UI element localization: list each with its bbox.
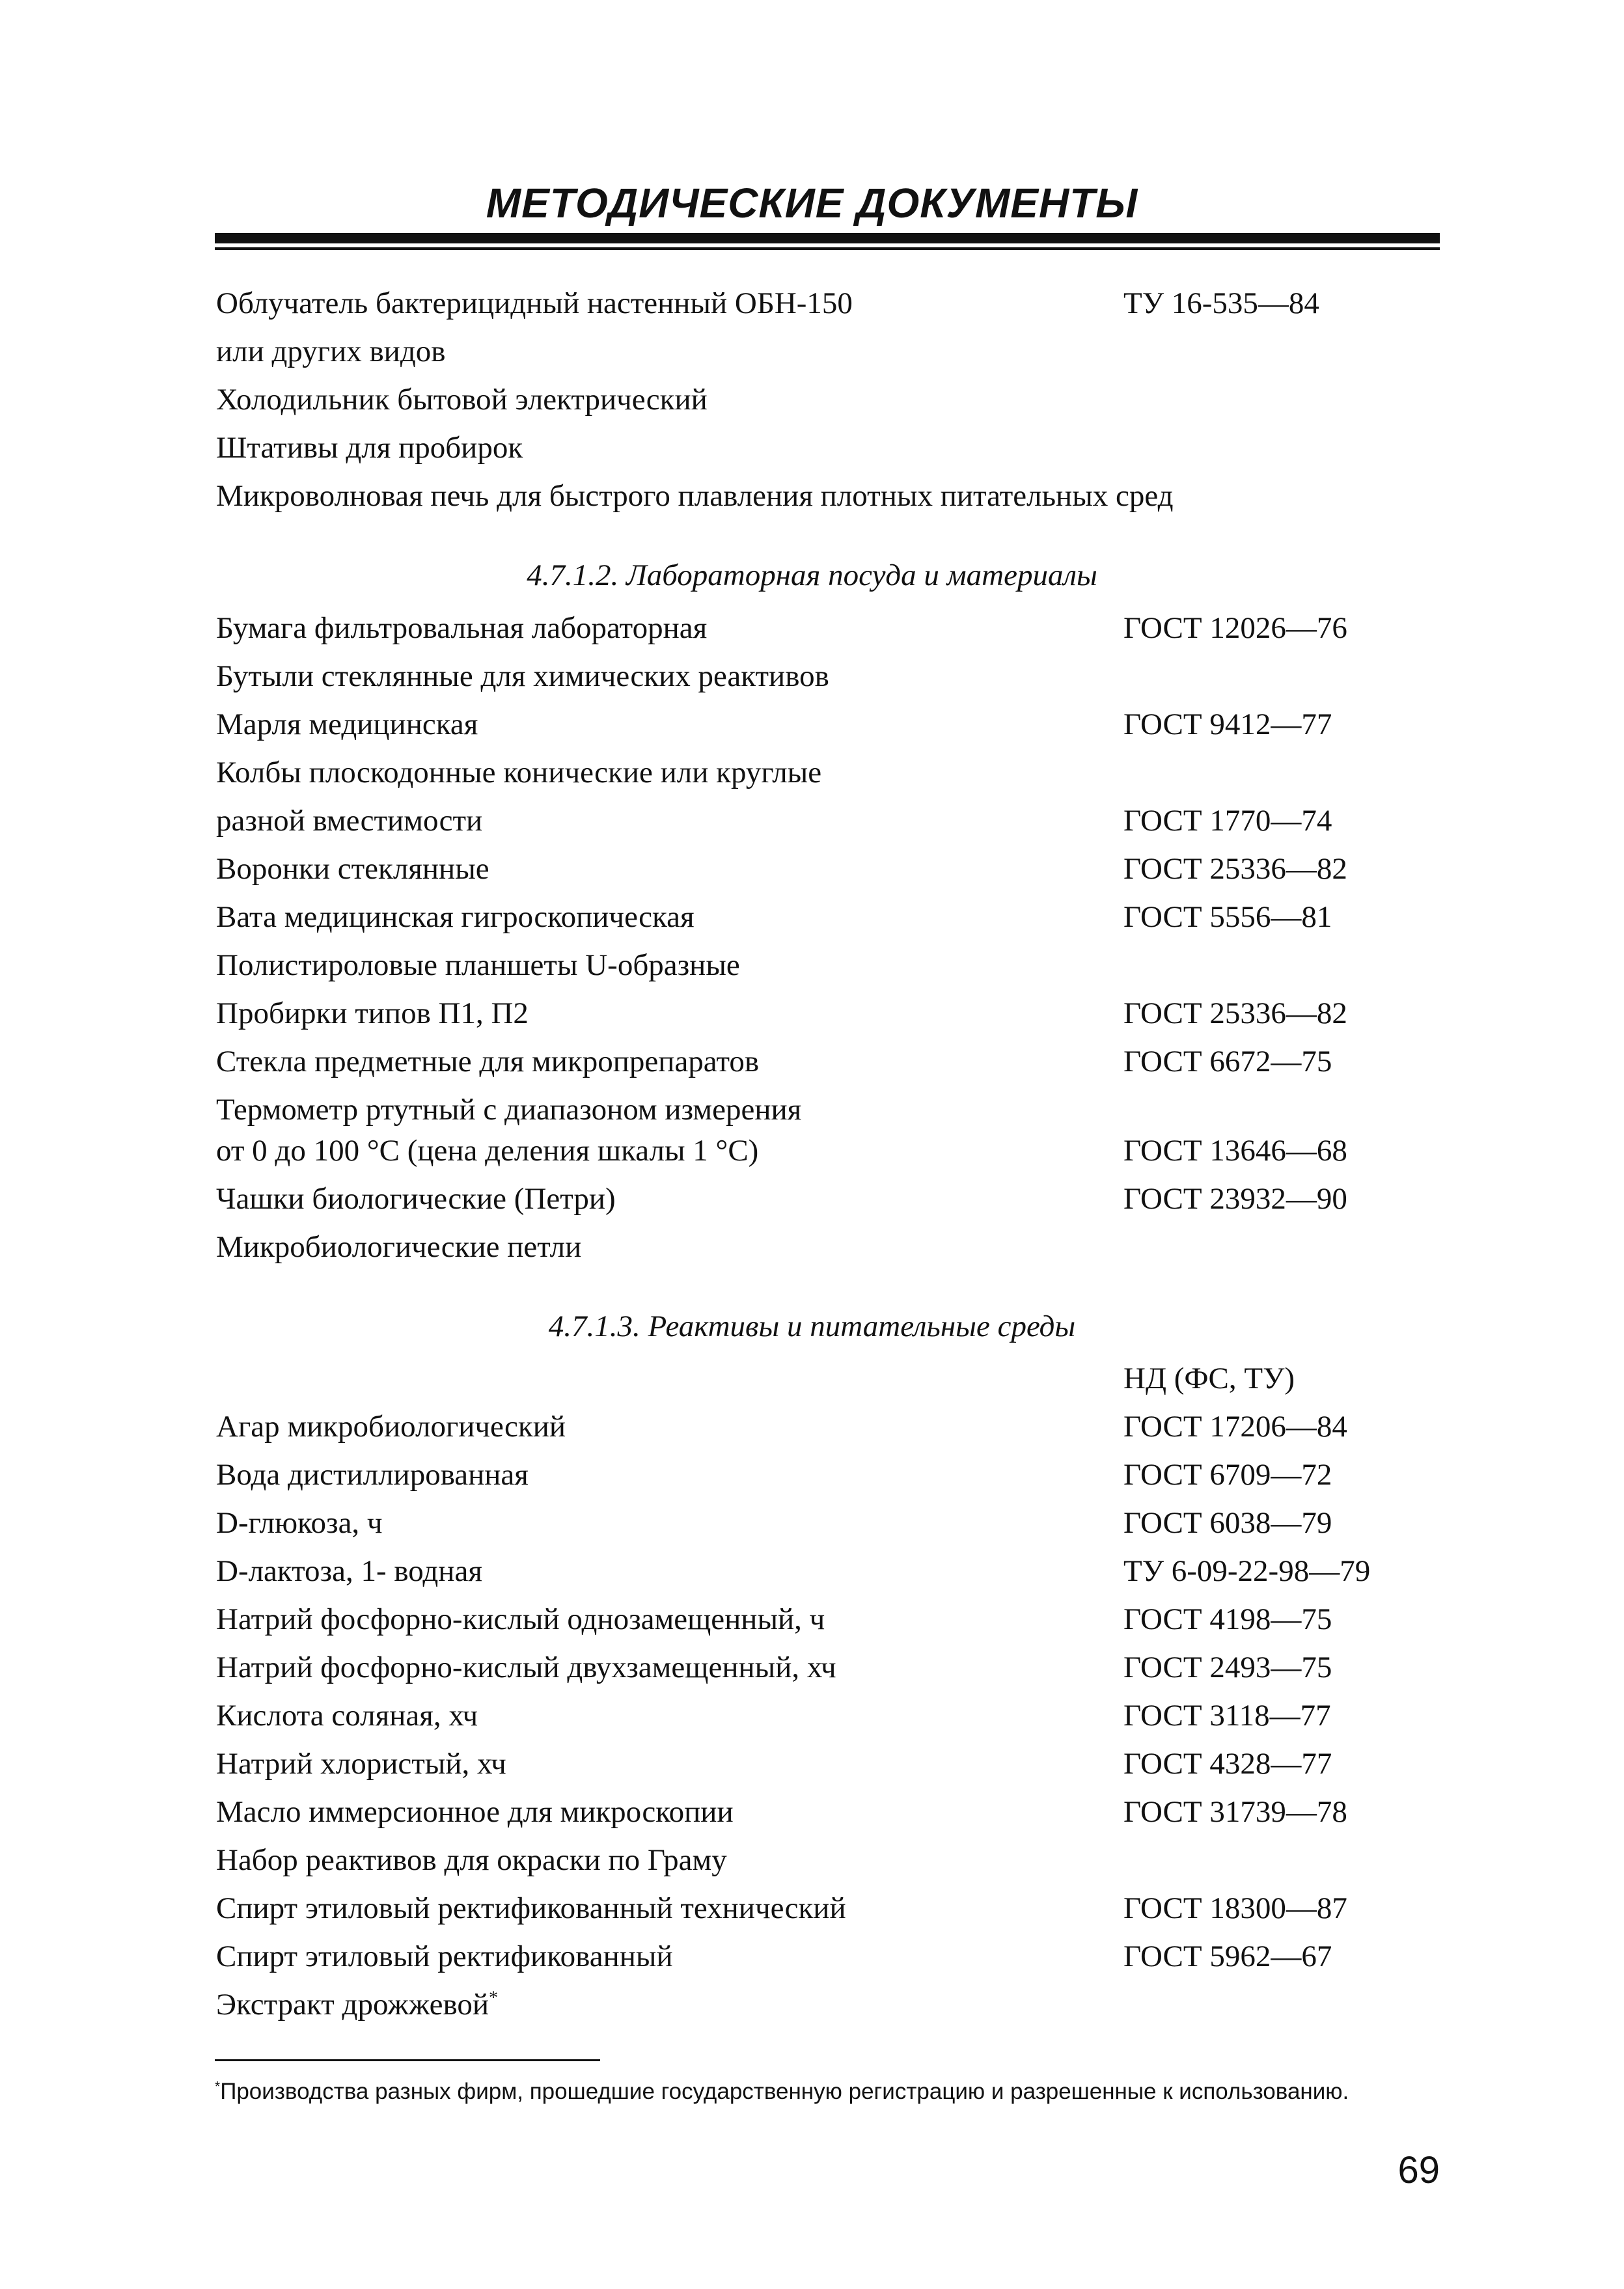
list-item-standard: ГОСТ 2493—75 bbox=[1123, 1651, 1332, 1684]
list-item-standard: ГОСТ 12026—76 bbox=[1123, 611, 1347, 645]
list-item-name: Штативы для пробирок bbox=[216, 431, 523, 465]
page-header-title: МЕТОДИЧЕСКИЕ ДОКУМЕНТЫ bbox=[486, 180, 1138, 226]
list-item-name: Чашки биологические (Петри) bbox=[216, 1182, 616, 1216]
footnote bbox=[215, 2077, 1438, 2106]
list-item-name: Спирт этиловый ректификованный bbox=[216, 1939, 673, 1973]
list-item-standard: ГОСТ 17206—84 bbox=[1123, 1410, 1347, 1444]
item-text: Экстракт дрожжевой bbox=[216, 1988, 489, 2022]
list-item-standard: ГОСТ 5556—81 bbox=[1123, 900, 1332, 934]
list-item-standard: ГОСТ 25336—82 bbox=[1123, 852, 1347, 886]
list-item-name: Кислота соляная, хч bbox=[216, 1699, 478, 1733]
list-item-name: Стекла предметные для микропрепаратов bbox=[216, 1045, 760, 1078]
list-item-name: D-лактоза, 1- водная bbox=[216, 1554, 482, 1588]
list-item-standard: ГОСТ 6672—75 bbox=[1123, 1045, 1332, 1078]
list-item-standard: ГОСТ 6038—79 bbox=[1123, 1506, 1332, 1540]
list-item-name: разной вместимости bbox=[216, 804, 483, 838]
list-item-name: Полистироловые планшеты U-образные bbox=[216, 948, 740, 982]
list-item-name: Облучатель бактерицидный настенный ОБН-150 bbox=[216, 286, 853, 320]
list-item-name: Спирт этиловый ректификованный технический bbox=[216, 1891, 846, 1925]
list-item-name: Бумага фильтровальная лабораторная bbox=[216, 611, 708, 645]
list-item-standard: ГОСТ 1770—74 bbox=[1123, 804, 1332, 838]
list-item-name bbox=[216, 1985, 498, 2024]
list-item-name: Воронки стеклянные bbox=[216, 852, 489, 886]
list-item-name: Натрий хлористый, хч bbox=[216, 1747, 506, 1781]
list-item-standard: ТУ 16-535—84 bbox=[1123, 286, 1319, 320]
list-item-standard: ГОСТ 25336—82 bbox=[1123, 996, 1347, 1030]
footnote-rule bbox=[215, 2059, 600, 2061]
list-item-standard: ГОСТ 3118—77 bbox=[1123, 1699, 1331, 1733]
list-item-name: Микробиологические петли bbox=[216, 1230, 582, 1264]
list-item-name: Пробирки типов П1, П2 bbox=[216, 996, 529, 1030]
section-heading-glassware: 4.7.1.2. Лабораторная посуда и материалы bbox=[527, 558, 1097, 592]
list-item-name: Микроволновая печь для быстрого плавления плотных питательных сред bbox=[216, 479, 1174, 513]
reagents-column-header: НД (ФС, ТУ) bbox=[1123, 1362, 1295, 1395]
list-item-standard: ГОСТ 18300—87 bbox=[1123, 1891, 1347, 1925]
header-rule-thick bbox=[215, 233, 1440, 243]
list-item-standard: ТУ 6-09-22-98—79 bbox=[1123, 1554, 1371, 1588]
list-item-standard: ГОСТ 5962—67 bbox=[1123, 1939, 1332, 1973]
list-item-standard: ГОСТ 13646—68 bbox=[1123, 1134, 1347, 1168]
list-item-name: Вата медицинская гигроскопическая bbox=[216, 900, 695, 934]
list-item-name: Натрий фосфорно-кислый двухзамещенный, хч bbox=[216, 1651, 836, 1684]
list-item-name: Набор реактивов для окраски по Граму bbox=[216, 1843, 727, 1877]
page-number: 69 bbox=[1397, 2149, 1440, 2191]
list-item-name: Натрий фосфорно-кислый однозамещенный, ч bbox=[216, 1602, 825, 1636]
list-item-name: Агар микробиологический bbox=[216, 1410, 566, 1444]
list-item-standard: ГОСТ 23932—90 bbox=[1123, 1182, 1347, 1216]
section-heading-reagents: 4.7.1.3. Реактивы и питательные среды bbox=[548, 1309, 1076, 1343]
footnote-marker: * bbox=[488, 1988, 499, 2008]
list-item-standard: ГОСТ 4198—75 bbox=[1123, 1602, 1332, 1636]
list-item-name: Вода дистиллированная bbox=[216, 1458, 529, 1492]
list-item-name: D-глюкоза, ч bbox=[216, 1506, 383, 1540]
list-item-standard: ГОСТ 31739—78 bbox=[1123, 1795, 1347, 1829]
list-item-name: Марля медицинская bbox=[216, 707, 478, 741]
list-item-standard: ГОСТ 9412—77 bbox=[1123, 707, 1332, 741]
list-item-name: Холодильник бытовой электрический bbox=[216, 383, 708, 417]
footnote-marker: * bbox=[215, 2079, 221, 2094]
list-item-name: или других видов bbox=[216, 335, 446, 368]
list-item-standard: ГОСТ 4328—77 bbox=[1123, 1747, 1332, 1781]
list-item-name: Колбы плоскодонные конические или круглые bbox=[216, 756, 822, 789]
header-rule-thin bbox=[215, 247, 1440, 250]
list-item-name: Масло иммерсионное для микроскопии bbox=[216, 1795, 734, 1829]
list-item-standard: ГОСТ 6709—72 bbox=[1123, 1458, 1332, 1492]
list-item-name: Термометр ртутный с диапазоном измерения bbox=[216, 1093, 802, 1127]
list-item-name: от 0 до 100 °С (цена деления шкалы 1 °С) bbox=[216, 1134, 759, 1168]
list-item-name: Бутыли стеклянные для химических реактивов bbox=[216, 659, 829, 693]
footnote-text: Производства разных фирм, прошедшие государственную регистрацию и разрешенные к использованию. bbox=[220, 2079, 1349, 2104]
